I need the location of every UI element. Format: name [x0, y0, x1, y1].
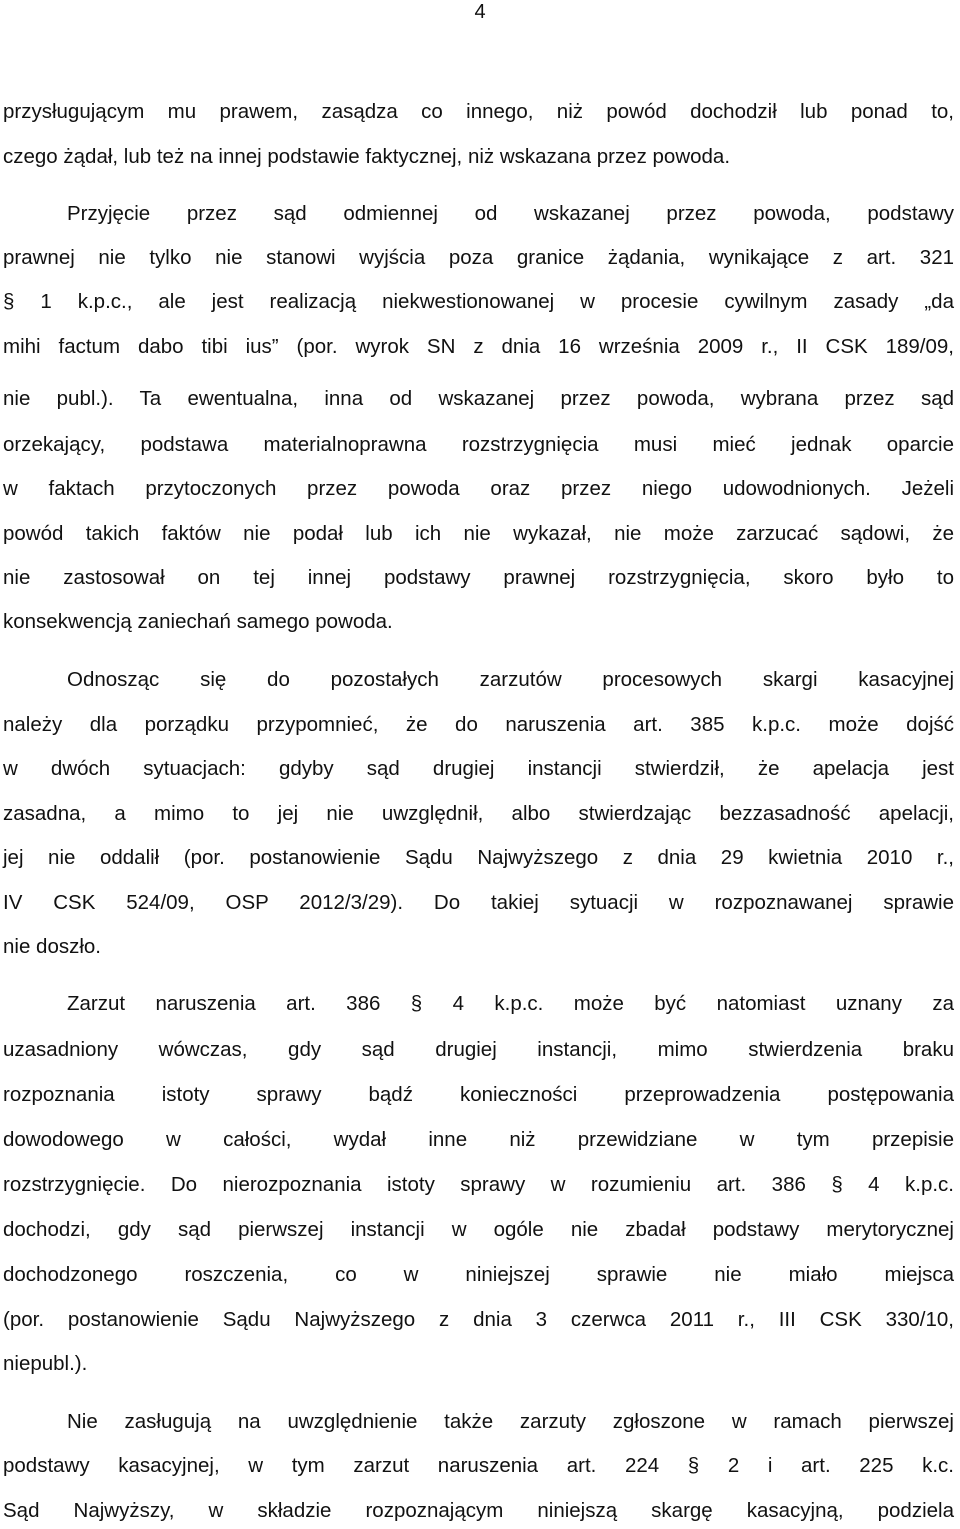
text-line: należy dla porządku przypomnieć, że do naruszenia art. 385 k.p.c. może dojść: [3, 713, 954, 736]
text-line: orzekający, podstawa materialnoprawna rozstrzygnięcia musi mieć jednak oparcie: [3, 433, 954, 456]
text-line: zasadna, a mimo to jej nie uwzględnił, albo stwierdzając bezzasadność apelacji,: [3, 802, 954, 825]
text-line: Przyjęcie przez sąd odmiennej od wskazanej przez powoda, podstawy: [67, 202, 954, 225]
text-line: rozstrzygnięcie. Do nierozpoznania istoty sprawy w rozumieniu art. 386 § 4 k.p.c.: [3, 1173, 954, 1196]
text-line: § 1 k.p.c., ale jest realizacją niekwestionowanej w procesie cywilnym zasady „da: [3, 290, 954, 313]
text-line: prawnej nie tylko nie stanowi wyjścia poza granice żądania, wynikające z art. 321: [3, 246, 954, 269]
text-line: jej nie oddalił (por. postanowienie Sądu Najwyższego z dnia 29 kwietnia 2010 r.,: [3, 846, 954, 869]
text-line: IV CSK 524/09, OSP 2012/3/29). Do takiej sytuacji w rozpoznawanej sprawie: [3, 891, 954, 914]
text-line: dochodzonego roszczenia, co w niniejszej sprawie nie miało miejsca: [3, 1263, 954, 1286]
text-line: rozpoznania istoty sprawy bądź konieczności przeprowadzenia postępowania: [3, 1083, 954, 1106]
text-line: czego żądał, lub też na innej podstawie faktycznej, niż wskazana przez powoda.: [3, 145, 731, 168]
text-line: dochodzi, gdy sąd pierwszej instancji w ogóle nie zbadał podstawy merytorycznej: [3, 1218, 954, 1241]
text-line: nie doszło.: [3, 935, 102, 958]
text-line: mihi factum dabo tibi ius” (por. wyrok SN z dnia 16 września 2009 r., II CSK 189/09,: [3, 335, 954, 358]
text-line: w dwóch sytuacjach: gdyby sąd drugiej instancji stwierdził, że apelacja jest: [3, 757, 954, 780]
text-line: konsekwencją zaniechań samego powoda.: [3, 610, 393, 633]
text-line: podstawy kasacyjnej, w tym zarzut naruszenia art. 224 § 2 i art. 225 k.c.: [3, 1454, 954, 1477]
text-line: nie publ.). Ta ewentualna, inna od wskazanej przez powoda, wybrana przez sąd: [3, 387, 954, 410]
text-line: przysługującym mu prawem, zasądza co innego, niż powód dochodził lub ponad to,: [3, 100, 954, 123]
text-line: dowodowego w całości, wydał inne niż przewidziane w tym przepisie: [3, 1128, 954, 1151]
text-line: Odnosząc się do pozostałych zarzutów procesowych skargi kasacyjnej: [67, 668, 954, 691]
text-line: powód takich faktów nie podał lub ich nie wykazał, nie może zarzucać sądowi, że: [3, 522, 954, 545]
text-line: Sąd Najwyższy, w składzie rozpoznającym niniejszą skargę kasacyjną, podziela: [3, 1499, 954, 1522]
page-number: 4: [474, 1, 486, 23]
text-line: Nie zasługują na uwzględnienie także zarzuty zgłoszone w ramach pierwszej: [67, 1410, 954, 1433]
text-line: Zarzut naruszenia art. 386 § 4 k.p.c. może być natomiast uznany za: [67, 992, 954, 1015]
text-line: w faktach przytoczonych przez powoda oraz przez niego udowodnionych. Jeżeli: [3, 477, 954, 500]
text-line: uzasadniony wówczas, gdy sąd drugiej instancji, mimo stwierdzenia braku: [3, 1038, 954, 1061]
text-line: (por. postanowienie Sądu Najwyższego z dnia 3 czerwca 2011 r., III CSK 330/10,: [3, 1308, 954, 1331]
text-line: nie zastosował on tej innej podstawy prawnej rozstrzygnięcia, skoro było to: [3, 566, 954, 589]
text-line: niepubl.).: [3, 1352, 88, 1375]
